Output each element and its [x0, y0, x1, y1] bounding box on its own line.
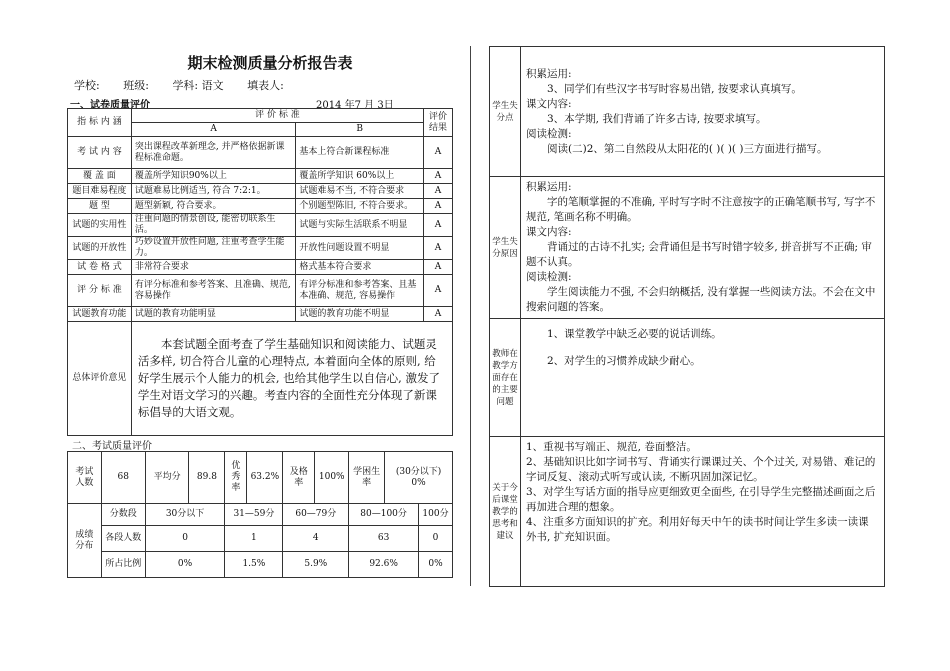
line: 课文内容:	[526, 226, 572, 238]
lost-reason-body	[521, 177, 885, 319]
row-name: 试 卷 格 式	[68, 260, 132, 275]
overall-text: 本套试题全面考查了学生基础知识和阅读能力、试题灵活多样, 切合符合儿童的心理特点, 本着面向全体的原则, 给好学生展示个人能力的机会, 也给其他学生以自信心, 激发了学生对语文学习的兴趣。考查内容的全面性充分体现了新课标倡导的大语文观。	[131, 322, 452, 436]
line: 1、课堂教学中缺乏必要的说话训练。	[547, 328, 722, 340]
analysis-table	[489, 46, 885, 587]
row-name: 覆 盖 面	[68, 169, 132, 184]
num-cell: 4	[283, 526, 349, 552]
row-name: 试题的开放性	[68, 237, 132, 260]
lost-reason-label: 学生失分原因	[490, 177, 521, 319]
pct-label: 所占比例	[101, 552, 145, 578]
count-label: 考试人数	[68, 452, 102, 504]
num-cell: 63	[349, 526, 419, 552]
line: 2、对学生的习惯养成缺少耐心。	[547, 355, 701, 367]
table-row	[68, 137, 453, 169]
dist-label: 成绩分布	[68, 504, 102, 578]
row-result: A	[424, 307, 453, 322]
row-b: 开放性问题设置不明显	[296, 237, 424, 260]
line: 3、同学们有些汉字书写时容易出错, 按要求认真填写。	[547, 82, 802, 95]
row-a: 试题难易比例适当, 符合 7:2:1。	[131, 184, 296, 199]
row-a: 突出课程改革新理念, 并严格依据新课程标准命题。	[131, 137, 296, 169]
table-row	[68, 199, 453, 214]
header-standard: 评 价 标 准	[131, 109, 423, 123]
seg-cell: 30分以下	[145, 504, 225, 526]
seg-cell: 80—100分	[349, 504, 419, 526]
pct-cell: 1.5%	[225, 552, 283, 578]
avg-value: 89.8	[189, 452, 225, 504]
difficult-note: (30分以下)	[395, 466, 442, 477]
suggestion-row	[490, 437, 885, 587]
teacher-issues-row	[490, 319, 885, 437]
row-name: 题 型	[68, 199, 132, 214]
header-b: B	[296, 123, 424, 137]
seg-cell: 31—59分	[225, 504, 283, 526]
row-result: A	[424, 137, 453, 169]
table-row	[68, 275, 453, 307]
difficult-label: 学困生率	[349, 452, 385, 504]
pct-cell: 0%	[418, 552, 452, 578]
excellent-label: 优秀率	[225, 452, 247, 504]
avg-label: 平均分	[145, 452, 189, 504]
row-result: A	[424, 169, 453, 184]
lost-reason-row	[490, 177, 885, 319]
line: 阅读(二)2、第二自然段从太阳花的( )( )( )三方面进行描写。	[547, 142, 828, 155]
row-result: A	[424, 260, 453, 275]
num-label: 各段人数	[101, 526, 145, 552]
row-b: 格式基本符合要求	[296, 260, 424, 275]
num-cell: 1	[225, 526, 283, 552]
subject-label: 学科: 语文	[172, 79, 224, 92]
section1-title: 一、试卷质量评价	[70, 100, 150, 111]
difficult-value: 0%	[411, 477, 426, 488]
row-name: 试题的实用性	[68, 214, 132, 237]
row-result: A	[424, 184, 453, 199]
header-result: 评价结果	[424, 109, 453, 137]
row-a: 题型新颖, 符合要求。	[131, 199, 296, 214]
suggestion-label: 关于今后课堂教学的思考和建议	[490, 437, 521, 587]
suggestion-body	[521, 437, 885, 587]
num-cell: 0	[145, 526, 225, 552]
row-b: 基本上符合新课程标准	[296, 137, 424, 169]
seg-row	[68, 504, 453, 526]
difficult-cell	[385, 452, 453, 504]
row-a: 试题的教育功能明显	[131, 307, 296, 322]
pct-cell: 92.6%	[349, 552, 419, 578]
page-title: 期末检测质量分析报告表	[187, 54, 353, 72]
seg-cell: 60—79分	[283, 504, 349, 526]
row-b: 试题的教育功能不明显	[296, 307, 424, 322]
line: 4、注重多方面知识的扩充。利用好每天中午的读书时间让学生多读一读课外书, 扩充知识面。	[526, 516, 869, 543]
overall-row	[68, 322, 453, 436]
row-a: 有评分标准和参考答案、且准确、规范, 容易操作	[131, 275, 296, 307]
row-b: 试题难易不当, 不符合要求	[296, 184, 424, 199]
row-result: A	[424, 275, 453, 307]
school-label: 学校:	[74, 79, 100, 92]
lost-points-label: 学生失分点	[490, 47, 521, 177]
summary-row	[68, 452, 453, 504]
num-row	[68, 526, 453, 552]
header-info	[74, 77, 304, 93]
filler-label: 填表人:	[247, 79, 284, 92]
row-name: 评 分 标 准	[68, 275, 132, 307]
seg-cell: 100分	[418, 504, 452, 526]
row-b: 覆盖所学知识 60%以上	[296, 169, 424, 184]
overall-label: 总体评价意见	[68, 322, 132, 436]
line: 积累运用:	[526, 181, 572, 193]
table-row	[68, 307, 453, 322]
exam-quality-table	[67, 451, 453, 578]
row-a: 巧妙设置开放性问题, 注重考查学生能力。	[131, 237, 296, 260]
row-result: A	[424, 199, 453, 214]
line: 阅读检测:	[526, 271, 572, 283]
seg-label: 分数段	[101, 504, 145, 526]
count-value: 68	[101, 452, 145, 504]
teacher-issues-label: 教师在教学方面存在的主要问题	[490, 319, 521, 437]
row-a: 覆盖所学知识90%以上	[131, 169, 296, 184]
line: 背诵过的古诗不扎实; 会背诵但是书写时错字较多, 拼音拼写不正确; 审题不认真。	[526, 241, 872, 268]
row-b: 试题与实际生活联系不明显	[296, 214, 424, 237]
pct-cell: 5.9%	[283, 552, 349, 578]
row-name: 题目难易程度	[68, 184, 132, 199]
header-a: A	[131, 123, 296, 137]
line: 2、基础知识比如字词书写、背诵实行课课过关、个个过关, 对易错、难记的字词反复、滚动式听写或认读, 不断巩固加深记忆。	[526, 456, 876, 483]
line: 1、重视书写端正、规范, 卷面整洁。	[526, 441, 697, 453]
line: 字的笔顺掌握的不准确, 平时写字时不注意按字的正确笔顺书写, 写字不规范, 笔画名称不明确。	[526, 196, 876, 223]
row-a: 注重问题的情景创设, 能密切联系生活。	[131, 214, 296, 237]
row-a: 非常符合要求	[131, 260, 296, 275]
lost-points-row	[490, 47, 885, 177]
lost-points-body	[521, 47, 885, 177]
table-row	[68, 169, 453, 184]
report-date: 2014 年7 月 3日	[316, 100, 394, 111]
row-result: A	[424, 237, 453, 260]
row-name: 试题教育功能	[68, 307, 132, 322]
paper-quality-table	[67, 108, 453, 436]
row-b: 个别题型陈旧, 不符合要求。	[296, 199, 424, 214]
page-divider	[470, 46, 471, 586]
row-b: 有评分标准和参考答案、且基本准确、规范, 容易操作	[296, 275, 424, 307]
row-name: 考 试 内 容	[68, 137, 132, 169]
row-result: A	[424, 214, 453, 237]
line: 阅读检测:	[526, 127, 572, 140]
line: 课文内容:	[526, 97, 572, 110]
line: 3、对学生写话方面的指导应更细致更全面些, 在引导学生完整描述画面之后再加进合理的想象。	[526, 486, 876, 513]
header-indicator: 指 标 内 涵	[68, 109, 132, 137]
pass-label: 及格率	[283, 452, 315, 504]
line: 3、本学期, 我们背诵了许多古诗, 按要求填写。	[547, 112, 767, 125]
class-label: 班级:	[123, 79, 149, 92]
line: 学生阅读能力不强, 不会归纳概括, 没有掌握一些阅读方法。不会在文中搜索问题的答案。	[526, 286, 876, 313]
line: 积累运用:	[526, 67, 572, 80]
pct-row	[68, 552, 453, 578]
pass-value: 100%	[315, 452, 349, 504]
table-row	[68, 184, 453, 199]
section2-title: 二、考试质量评价	[72, 441, 152, 452]
num-cell: 0	[418, 526, 452, 552]
teacher-issues-body	[521, 319, 885, 437]
excellent-value: 63.2%	[247, 452, 283, 504]
pct-cell: 0%	[145, 552, 225, 578]
table-row	[68, 237, 453, 260]
table-row	[68, 214, 453, 237]
table-row	[68, 260, 453, 275]
